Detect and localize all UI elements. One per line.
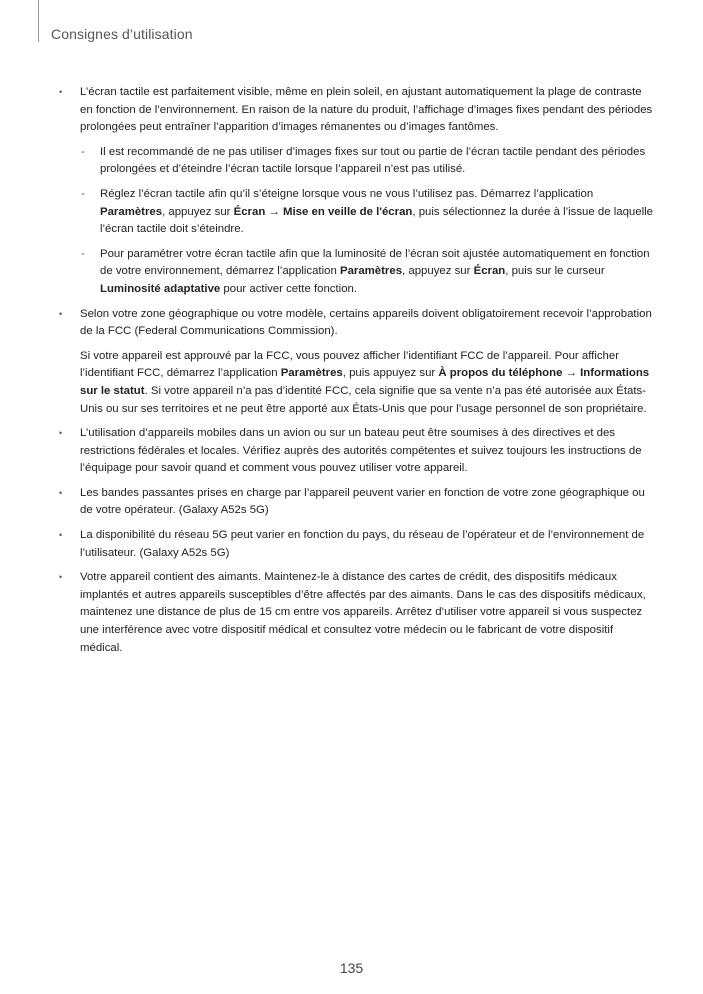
bullet-screen-visibility [59,84,653,299]
menu-term: Informations sur le statut [80,367,650,397]
menu-term: Écran [233,205,266,218]
bullet-text: • L’utilisation d’appareils mobiles dans un avion ou sur un bateau peut être soumises à des directives et des restrictions fédérales et locales. Vérifiez auprès des autorités compétentes et suivez toujours les instructions de l’équipage pour savoir quand et comment vous pouvez utiliser votre appareil. [80,427,642,475]
bullet-text: • L’écran tactile est parfaitement visible, même en plein soleil, en ajustant automatiquement la plage de contraste en fonction de l’environnement. En raison de la nature du produit, l’affichage d’images fixes pendant des périodes prolongées peut entraîner l’apparition d’images rémanentes ou d’images fantômes. [80,86,653,134]
menu-term: Luminosité adaptative [100,282,221,295]
sub-item-adaptive-brightness: - Pour paramétrer votre écran tactile afin que la luminosité de l’écran soit ajustée automatiquement en fonction de votre environnement, démarrez l’application Paramètres, appuyez sur Écran, puis sur le curseur Luminosité adaptative pour activer cette fonction. [80,246,653,299]
bullet-text: • Votre appareil contient des aimants. Maintenez-le à distance des cartes de crédit, des dispositifs médicaux implantés et autres appareils susceptibles d’être affectés par des aimants. Dans le cas des dispositifs médicaux, maintenez une distance de plus de 15 cm entre vos appareils. Arrêtez d’utiliser votre appareil si vous suspectez une interférence avec votre dispositif médical et consultez votre médecin ou le fabricant de votre dispositif médical. [80,571,646,654]
bullet-magnets [59,569,653,657]
menu-term: Écran [473,265,506,278]
menu-term: Paramètres [100,205,163,218]
bullet-bandwidth [59,485,653,520]
section-title: Consignes d’utilisation [51,26,193,42]
document-body [59,84,653,664]
menu-term: Mise en veille de l'écran [283,205,413,218]
sub-item-fixed-images: - Il est recommandé de ne pas utiliser d’images fixes sur tout ou partie de l’écran tactile pendant des périodes prolongées et d’éteindre l’écran tactile lorsque l’appareil n’est pas utilisé. [80,144,653,179]
bullet-paragraph: Si votre appareil est approuvé par la FCC, vous pouvez afficher l’identifiant FCC de l’appareil. Pour afficher l’identifiant FCC, démarrez l’application Paramètres, puis appuyez sur À propos du téléphone → Informations sur le statut. Si votre appareil n’a pas d’identité FCC, cela signifie que sa vente n’a pas été autorisée aux États-Unis ou sur ses territoires et ne peut être apporté aux États-Unis que pour l’usage personnel de son propriétaire. [80,349,650,415]
menu-term: À propos du téléphone [438,367,563,380]
bullet-text: • Les bandes passantes prises en charge par l’appareil peuvent varier en fonction de votre zone géographique ou de votre opérateur. (Galaxy A52s 5G) [80,486,645,517]
bullet-text: • Selon votre zone géographique ou votre modèle, certains appareils doivent obligatoirement recevoir l’approbation de la FCC (Federal Communications Commission). [80,307,652,338]
bullet-aircraft-boat [59,425,653,478]
menu-term: Paramètres [339,265,403,278]
menu-term: Paramètres [280,367,343,380]
bullet-fcc [59,306,653,419]
page-margin-line [38,0,39,42]
sub-item-screen-timeout: - Réglez l’écran tactile afin qu’il s’éteigne lorsque vous ne vous l’utilisez pas. Démarrez l’application Paramètres, appuyez sur Écran → Mise en veille de l'écran, puis sélectionnez la durée à l’issue de laquelle l’écran tactile doit s’éteindre. [80,186,653,239]
bullet-text: • La disponibilité du réseau 5G peut varier en fonction du pays, du réseau de l’opérateur et de l’environnement de l’utilisateur. (Galaxy A52s 5G) [80,529,645,559]
bullet-5g-availability [59,527,653,562]
page-number: 135 [339,960,364,976]
